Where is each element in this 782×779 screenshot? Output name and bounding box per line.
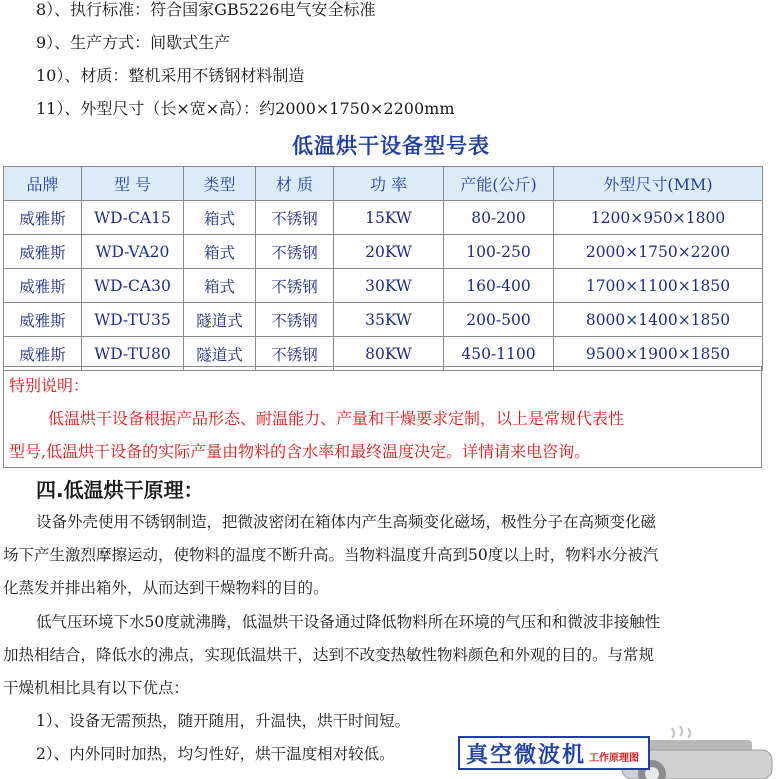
note-line-2: 型号,低温烘干设备的实际产量由物料的含水率和最终温度决定。详情请来电咨询。: [9, 442, 591, 461]
advantage-item-2: 2）、内外同时加热，均匀性好，烘干温度相对较低。: [36, 745, 395, 763]
machine-diagram-label: [458, 736, 650, 770]
header-type: 类型: [184, 167, 256, 201]
cell-capacity: 100-250: [444, 235, 554, 269]
cell-material: 不锈钢: [256, 303, 334, 337]
cell-type: 箱式: [184, 269, 256, 303]
cell-capacity: 450-1100: [444, 337, 554, 371]
table-row: [4, 201, 763, 235]
cell-dimensions: 2000×1750×2200: [554, 235, 763, 269]
model-table: [3, 166, 763, 371]
cell-dimensions: 9500×1900×1850: [554, 337, 763, 371]
spec-item-10: 10）、材质：整机采用不锈钢材料制造: [36, 66, 305, 85]
cell-brand: 威雅斯: [4, 303, 82, 337]
cell-power: 15KW: [334, 201, 444, 235]
principle-line-1: 设备外壳使用不锈钢制造，把微波密闭在箱体内产生高频变化磁场，极性分子在高频变化磁: [36, 513, 657, 531]
principle-line-2: 场下产生激烈摩擦运动，使物料的温度不断升高。当物料温度升高到50度以上时，物料水分被汽: [3, 546, 659, 564]
principle-line-5: 加热相结合，降低水的沸点，实现低温烘干，达到不改变热敏性物料颜色和外观的目的。与常规: [3, 646, 655, 664]
cell-brand: 威雅斯: [4, 269, 82, 303]
header-dimensions: 外型尺寸(MM): [554, 167, 763, 201]
cell-power: 80KW: [334, 337, 444, 371]
principle-line-4: 低气压环境下水50度就沸腾，低温烘干设备通过降低物料所在环境的气压和和微波非接触性: [36, 613, 661, 631]
cell-material: 不锈钢: [256, 235, 334, 269]
header-material: 材 质: [256, 167, 334, 201]
cell-power: 20KW: [334, 235, 444, 269]
cell-capacity: 200-500: [444, 303, 554, 337]
badge-subtitle: 工作原理图: [589, 752, 640, 764]
cell-brand: 威雅斯: [4, 337, 82, 371]
cell-type: 箱式: [184, 201, 256, 235]
note-label: 特别说明：: [9, 376, 90, 395]
principle-line-6: 干燥机相比具有以下优点：: [3, 679, 190, 697]
principle-line-3: 化蒸发并排出箱外，从而达到干燥物料的目的。: [3, 579, 329, 597]
special-note: [3, 366, 762, 468]
header-brand: 品牌: [4, 167, 82, 201]
cell-dimensions: 8000×1400×1850: [554, 303, 763, 337]
spec-item-9: 9）、生产方式：间歇式生产: [36, 33, 231, 52]
cell-brand: 威雅斯: [4, 235, 82, 269]
cell-material: 不锈钢: [256, 201, 334, 235]
note-line-1: 低温烘干设备根据产品形态、耐温能力、产量和干燥要求定制，以上是常规代表性: [48, 409, 625, 428]
cell-model: WD-TU35: [82, 303, 184, 337]
cell-material: 不锈钢: [256, 269, 334, 303]
spec-item-11: 11）、外型尺寸（长×宽×高）：约2000×1750×2200mm: [36, 99, 455, 118]
advantage-item-1: 1）、设备无需预热，随开随用，升温快，烘干时间短。: [36, 712, 411, 730]
header-power: 功 率: [334, 167, 444, 201]
cell-dimensions: 1200×950×1800: [554, 201, 763, 235]
cell-capacity: 80-200: [444, 201, 554, 235]
cell-type: 隧道式: [184, 337, 256, 371]
header-capacity: 产能(公斤): [444, 167, 554, 201]
cell-power: 30KW: [334, 269, 444, 303]
cell-model: WD-CA30: [82, 269, 184, 303]
cell-power: 35KW: [334, 303, 444, 337]
header-model: 型 号: [82, 167, 184, 201]
table-row: [4, 235, 763, 269]
cell-material: 不锈钢: [256, 337, 334, 371]
cell-model: WD-TU80: [82, 337, 184, 371]
cell-type: 箱式: [184, 235, 256, 269]
model-table-title: 低温烘干设备型号表: [292, 134, 490, 158]
cell-type: 隧道式: [184, 303, 256, 337]
table-row: [4, 269, 763, 303]
cell-model: WD-CA15: [82, 201, 184, 235]
cell-capacity: 160-400: [444, 269, 554, 303]
spec-item-8: 8）、执行标准：符合国家GB5226电气安全标准: [36, 0, 376, 19]
table-row: [4, 303, 763, 337]
cell-dimensions: 1700×1100×1850: [554, 269, 763, 303]
table-header-row: [4, 167, 763, 201]
badge-title: 真空微波机: [466, 741, 587, 768]
cell-model: WD-VA20: [82, 235, 184, 269]
section-heading: 四.低温烘干原理：: [36, 478, 204, 502]
cell-brand: 威雅斯: [4, 201, 82, 235]
